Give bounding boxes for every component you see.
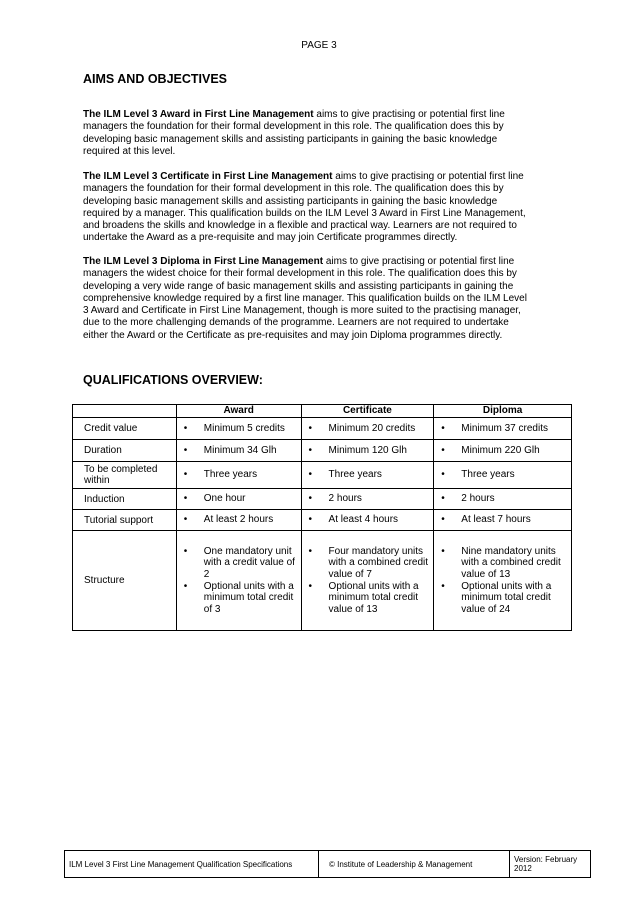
list-item: • 2 hours [441,493,569,505]
footer-version: Version: February 2012 [510,851,591,878]
table-row [73,440,572,462]
list-item: • Optional units with a minimum total credit value of 13 [309,581,432,616]
table-cell [434,440,572,462]
paragraph-line: managers the foundation for their formal development in this role. The qualification does this by [83,121,504,133]
footer-spec: ILM Level 3 First Line Management Qualification Specifications [65,851,319,878]
list-item: • Optional units with a minimum total credit value of 24 [441,581,569,616]
list-item: • At least 7 hours [441,514,569,526]
table-cell [176,531,301,631]
table-cell [434,531,572,631]
list-item: • Minimum 20 credits [309,423,432,435]
list-item: • One mandatory unit with a credit value of 2 [184,546,299,581]
table-cell [301,531,434,631]
list-item: • Four mandatory units with a combined credit value of 7 [309,546,432,581]
table-cell [301,418,434,440]
table-cell [434,510,572,531]
column-header [73,405,177,418]
aims-heading: AIMS AND OBJECTIVES [83,72,228,86]
row-label: Duration [73,440,177,462]
table-cell [434,489,572,510]
list-item: • Optional units with a minimum total credit of 3 [184,581,299,616]
paragraph-line: 3 Award and Certificate in First Line Management, though is more suited to the practising manager, [83,305,521,317]
paragraph-line: required by a manager. This qualification builds on the ILM Level 3 Award in First Line Management, [83,207,526,219]
qualifications-table [72,404,572,631]
list-item: • Minimum 5 credits [184,423,299,435]
column-header: Award [176,405,301,418]
paragraph-line: managers the foundation for their formal development in this role. The qualification does this by [83,183,504,195]
list-item: • One hour [184,493,299,505]
list-item: • 2 hours [309,493,432,505]
table-cell [301,489,434,510]
row-label: Structure [73,531,177,631]
table-row [73,418,572,440]
paragraph-line: due to the more challenging demands of the programme. Learners are not required to undertake [83,317,509,329]
table-cell [301,462,434,489]
table-cell [176,418,301,440]
paragraph-line: aims to give practising or potential first line [332,171,524,182]
row-label: Induction [73,489,177,510]
table-cell [301,440,434,462]
paragraph-line: managers the widest choice for their formal development in this role. The qualification does this by [83,268,517,280]
table-cell [301,510,434,531]
table-row [73,510,572,531]
award-paragraph [83,109,583,158]
certificate-title: The ILM Level 3 Certificate in First Line Management [83,171,333,182]
certificate-paragraph [83,171,583,245]
column-header: Certificate [301,405,434,418]
table-cell [434,418,572,440]
diploma-title: The ILM Level 3 Diploma in First Line Management [83,256,324,267]
row-label: To be completed within [73,462,177,489]
row-label: Credit value [73,418,177,440]
table-header-row [73,405,572,418]
list-item: • Three years [441,469,569,481]
page-number: PAGE 3 [301,40,337,51]
paragraph-line: aims to give practising or potential first line [313,109,505,120]
paragraph-line: developing basic management skills and assisting participants in gaining the basic knowledge [83,195,498,207]
table-row [73,489,572,510]
table-row [73,531,572,631]
paragraph-line: required at this level. [83,145,176,157]
list-item: • At least 2 hours [184,514,299,526]
paragraph-line: developing basic management skills and assisting participants in gaining the basic knowledge [83,133,498,145]
list-item: • Nine mandatory units with a combined credit value of 13 [441,546,569,581]
paragraph-line: aims to give practising or potential first line [323,256,515,267]
table-row [73,462,572,489]
list-item: • Minimum 120 Glh [309,445,432,457]
paragraph-line: developing a very wide range of basic management skills and assisting participants in gaining the [83,280,514,292]
table-cell [176,510,301,531]
footer-copyright: © Institute of Leadership & Management [319,851,510,878]
award-title: The ILM Level 3 Award in First Line Management [83,109,314,120]
list-item: • Minimum 220 Glh [441,445,569,457]
table-cell [176,440,301,462]
column-header: Diploma [434,405,572,418]
row-label: Tutorial support [73,510,177,531]
paragraph-line: undertake the Award as a pre-requisite and may join Certificate programmes directly. [83,232,458,244]
paragraph-line: either the Award or the Certificate as pre-requisites and may join Diploma programmes directly. [83,329,503,341]
list-item: • Three years [184,469,299,481]
page-footer [64,850,591,878]
diploma-paragraph [83,256,583,342]
list-item: • At least 4 hours [309,514,432,526]
overview-heading: QUALIFICATIONS OVERVIEW: [83,373,263,387]
list-item: • Minimum 34 Glh [184,445,299,457]
paragraph-line: and broadens the skills and knowledge in a flexible and practical way. Learners are not required to [83,220,517,232]
table-cell [176,462,301,489]
paragraph-line: comprehensive knowledge required by a first line manager. This qualification builds on the ILM Level [83,292,527,304]
table-cell [176,489,301,510]
list-item: • Three years [309,469,432,481]
table-cell [434,462,572,489]
list-item: • Minimum 37 credits [441,423,569,435]
